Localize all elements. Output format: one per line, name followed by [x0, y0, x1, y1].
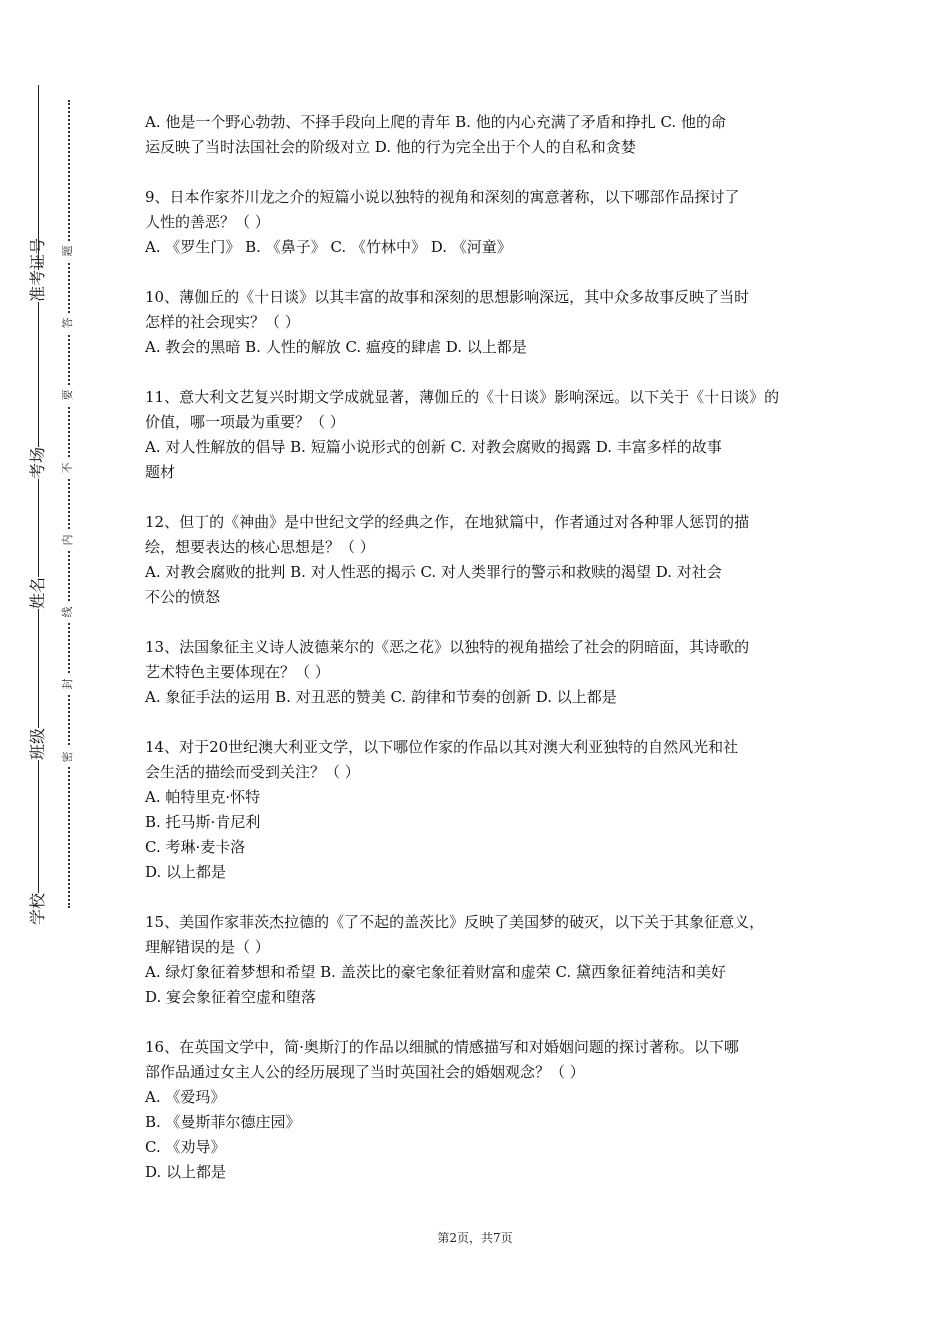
question-line: 15、美国作家菲茨杰拉德的《了不起的盖茨比》反映了美国梦的破灭，以下关于其象征意义， [145, 913, 765, 931]
question-block [145, 110, 820, 160]
question-line: 题材 [145, 463, 176, 481]
question-line: A. 帕特里克·怀特 [145, 788, 261, 806]
question-line: 人性的善恶？（ ） [145, 213, 270, 231]
page-footer: 第2页，共7页 [437, 1231, 513, 1245]
seal-char: 线 [61, 602, 75, 622]
question-line: B. 托马斯·肯尼利 [145, 813, 261, 831]
question-line: 12、但丁的《神曲》是中世纪文学的经典之作，在地狱篇中，作者通过对各种罪人惩罚的描 [145, 513, 750, 531]
question-block [145, 385, 820, 485]
seal-dotted-line [68, 100, 70, 908]
question-line: D. 以上都是 [145, 863, 227, 881]
seal-char: 内 [61, 530, 75, 550]
question-line: A. 《罗生门》 B. 《鼻子》 C. 《竹林中》 D. 《河童》 [145, 238, 512, 256]
question-line: 部作品通过女主人公的经历展现了当时英国社会的婚姻观念？（ ） [145, 1063, 585, 1081]
exam-id-label: 准考证号 [22, 270, 54, 302]
question-block [145, 735, 820, 885]
question-line: 理解错误的是（ ） [145, 938, 270, 956]
question-line: C. 考琳·麦卡洛 [145, 838, 246, 856]
name-label: 姓名 [22, 577, 54, 609]
question-line: A. 对教会腐败的批判 B. 对人性恶的揭示 C. 对人类罪行的警示和救赎的渴望 D. 对社会 [145, 563, 722, 581]
class-label: 班级 [22, 728, 54, 760]
question-block [145, 285, 820, 360]
question-line: 13、法国象征主义诗人波德莱尔的《恶之花》以独特的视角描绘了社会的阴暗面，其诗歌的 [145, 638, 750, 656]
question-line: A. 绿灯象征着梦想和希望 B. 盖茨比的豪宅象征着财富和虚荣 C. 黛西象征着纯洁和美好 [145, 963, 726, 981]
question-block [145, 635, 820, 710]
question-line: D. 宴会象征着空虚和堕落 [145, 988, 317, 1006]
exam-room-label: 考场 [22, 447, 54, 479]
question-line: 绘，想要表达的核心思想是？（ ） [145, 538, 375, 556]
question-line: B. 《曼斯菲尔德庄园》 [145, 1113, 301, 1131]
question-line: A. 他是一个野心勃勃、不择手段向上爬的青年 B. 他的内心充满了矛盾和挣扎 C. 他的命 [145, 113, 726, 131]
question-line: 怎样的社会现实？（ ） [145, 313, 300, 331]
question-block [145, 1035, 820, 1185]
question-block [145, 185, 820, 260]
seal-char: 封 [61, 674, 75, 694]
binding-margin [0, 0, 110, 1344]
question-line: 10、薄伽丘的《十日谈》以其丰富的故事和深刻的思想影响深远，其中众多故事反映了当时 [145, 288, 750, 306]
seal-char: 不 [61, 458, 75, 478]
question-line: A. 《爱玛》 [145, 1088, 226, 1106]
seal-char: 答 [61, 313, 75, 333]
seal-char: 要 [61, 385, 75, 405]
question-block [145, 910, 820, 1010]
seal-char: 题 [61, 241, 75, 261]
question-line: 14、对于20世纪澳大利亚文学，以下哪位作家的作品以其对澳大利亚独特的自然风光和社 [145, 738, 739, 756]
seal-char: 密 [61, 747, 75, 767]
question-line: 艺术特色主要体现在？（ ） [145, 663, 330, 681]
binding-solid-line [38, 85, 39, 925]
question-line: 会生活的描绘而受到关注？（ ） [145, 763, 360, 781]
school-label: 学校 [22, 893, 54, 925]
question-line: A. 象征手法的运用 B. 对丑恶的赞美 C. 韵律和节奏的创新 D. 以上都是 [145, 688, 617, 706]
question-line: 运反映了当时法国社会的阶级对立 D. 他的行为完全出于个人的自私和贪婪 [145, 138, 636, 156]
question-line: A. 对人性解放的倡导 B. 短篇小说形式的创新 C. 对教会腐败的揭露 D. 丰富多样的故事 [145, 438, 722, 456]
question-block [145, 510, 820, 610]
question-line: C. 《劝导》 [145, 1138, 226, 1156]
question-line: 11、意大利文艺复兴时期文学成就显著，薄伽丘的《十日谈》影响深远。以下关于《十日谈》的 [145, 388, 780, 406]
question-line: 价值，哪一项最为重要？（ ） [145, 413, 345, 431]
question-line: A. 教会的黑暗 B. 人性的解放 C. 瘟疫的肆虐 D. 以上都是 [145, 338, 527, 356]
question-list [145, 110, 820, 1210]
question-line: 16、在英国文学中，简·奥斯汀的作品以细腻的情感描写和对婚姻问题的探讨著称。以下哪 [145, 1038, 739, 1056]
question-line: D. 以上都是 [145, 1163, 227, 1181]
question-line: 不公的愤怒 [145, 588, 221, 606]
question-line: 9、日本作家芥川龙之介的短篇小说以独特的视角和深刻的寓意著称，以下哪部作品探讨了 [145, 188, 740, 206]
